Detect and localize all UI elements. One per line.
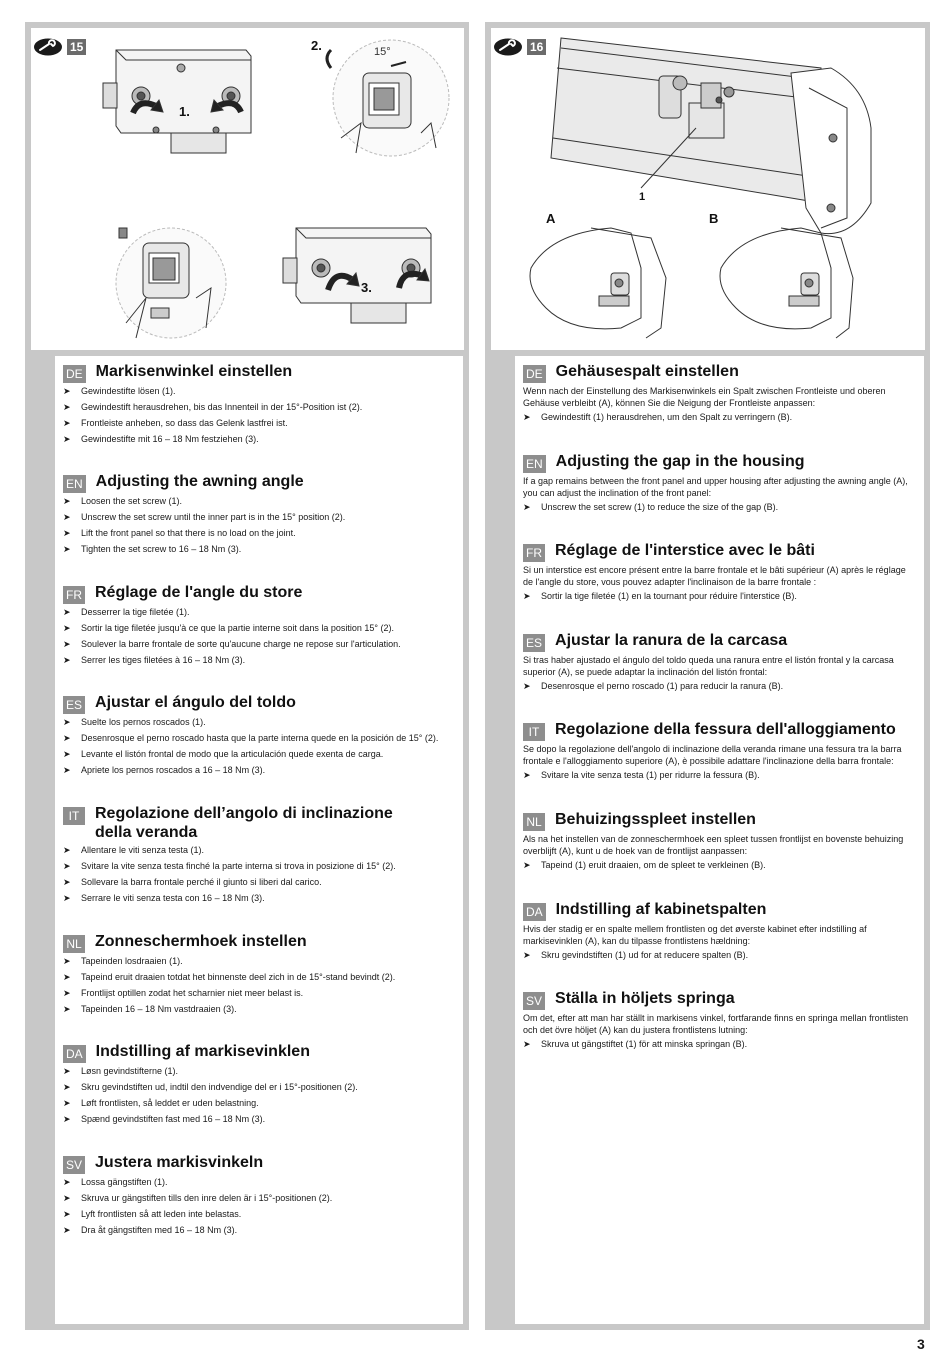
list-item: ➤ Gewindestifte lösen (1). <box>63 386 176 396</box>
list-item: ➤ Løsn gevindstifterne (1). <box>63 1066 179 1076</box>
list-item: ➤ Tapeinden losdraaien (1). <box>63 956 183 966</box>
section-intro: Si tras haber ajustado el ángulo del toldo queda una ranura entre el listón frontal y la carcasa superior (A), se puede adaptar la inclinación del listón frontal: <box>523 655 894 677</box>
callout-1: 1 <box>639 191 646 203</box>
list-item: ➤ Sortir la tige filetée jusqu'à ce que la partie interne soit dans la position 15° (2). <box>63 623 394 633</box>
section-da <box>523 900 915 966</box>
section-sv <box>63 1153 332 1241</box>
section-title: Markisenwinkel einstellen <box>95 363 293 380</box>
section-sv <box>523 989 915 1055</box>
list-item: ➤ Tapeind (1) eruit draaien, om de spleet te verkleinen (B). <box>523 860 766 870</box>
list-item: ➤ Tapeinden 16 – 18 Nm vastdraaien (3). <box>63 1004 237 1014</box>
list-item: ➤ Spænd gevindstiften fast med 16 – 18 Nm (3). <box>63 1114 266 1124</box>
section-da <box>63 1042 358 1130</box>
lang-badge: FR <box>63 586 85 604</box>
list-item: ➤ Desenrosque el perno roscado (1) para reducir la ranura (B). <box>523 681 784 691</box>
section-it <box>63 804 423 909</box>
list-item: ➤ Gewindestift (1) herausdrehen, um den Spalt zu verringern (B). <box>523 412 793 422</box>
section-title: Ajustar la ranura de la carcasa <box>555 632 788 649</box>
arrow-bullet-icon: ➤ <box>63 1066 71 1076</box>
section-de <box>523 362 915 428</box>
lang-badge: EN <box>523 455 546 473</box>
arrow-bullet-icon: ➤ <box>63 972 71 982</box>
arrow-bullet-icon: ➤ <box>63 607 71 617</box>
housing-gap-illustration <box>491 28 925 350</box>
section-title: Réglage de l'interstice avec le bâti <box>555 542 815 559</box>
step-number: 15 <box>67 39 86 55</box>
arrow-bullet-icon: ➤ <box>63 765 71 775</box>
list-item: ➤ Tighten the set screw to 16 – 18 Nm (3). <box>63 544 242 554</box>
section-title: Ajustar el ángulo del toldo <box>95 694 296 711</box>
lang-badge: IT <box>63 807 85 825</box>
arrow-bullet-icon: ➤ <box>63 749 71 759</box>
list-item: ➤ Lift the front panel so that there is no load on the joint. <box>63 528 296 538</box>
list-item: ➤ Suelte los pernos roscados (1). <box>63 717 206 727</box>
list-item: ➤ Soulever la barre frontale de sorte qu'aucune charge ne repose sur l'articulation. <box>63 639 401 649</box>
list-item: ➤ Sortir la tige filetée (1) en la tournant pour réduire l'interstice (B). <box>523 591 797 601</box>
section-title: Gehäusespalt einstellen <box>555 363 739 380</box>
list-item: ➤ Frontleiste anheben, so dass das Gelenk lastfrei ist. <box>63 418 288 428</box>
arrow-bullet-icon: ➤ <box>63 639 71 649</box>
arrow-bullet-icon: ➤ <box>523 1039 531 1049</box>
arrow-bullet-icon: ➤ <box>63 1177 71 1187</box>
lang-badge: ES <box>63 696 85 714</box>
arrow-bullet-icon: ➤ <box>63 845 71 855</box>
list-item: ➤ Svitare la vite senza testa (1) per ridurre la fessura (B). <box>523 770 760 780</box>
arrow-bullet-icon: ➤ <box>63 1225 71 1235</box>
section-de <box>63 362 362 450</box>
arrow-bullet-icon: ➤ <box>523 770 531 780</box>
section-title: Adjusting the gap in the housing <box>555 453 805 470</box>
list-item: ➤ Serrer les tiges filetées à 16 – 18 Nm (3). <box>63 655 246 665</box>
list-item: ➤ Svitare la vite senza testa finché la parte interna si trova in posizione di 15° (2). <box>63 861 396 871</box>
section-intro: Si un interstice est encore présent entre la barre frontale et le bâti supérieur (A) après le réglage de l'angle du store, vous pouvez adapter l'inclinaison de la barre frontale : <box>523 565 906 587</box>
section-nl <box>523 810 915 876</box>
lang-badge: NL <box>63 935 85 953</box>
arrow-bullet-icon: ➤ <box>523 412 531 422</box>
figure-step-15 <box>31 28 464 350</box>
section-en <box>63 472 345 560</box>
label-b: B <box>709 211 719 226</box>
lang-badge: DE <box>523 365 546 383</box>
arrow-bullet-icon: ➤ <box>523 591 531 601</box>
list-item: ➤ Sollevare la barra frontale perché il giunto si liberi dal carico. <box>63 877 322 887</box>
figure-step-16 <box>491 28 925 350</box>
list-item: ➤ Desenrosque el perno roscado hasta que la parte interna quede en la posición de 15° (2). <box>63 733 439 743</box>
arrow-bullet-icon: ➤ <box>63 893 71 903</box>
arrow-bullet-icon: ➤ <box>63 655 71 665</box>
arrow-bullet-icon: ➤ <box>63 544 71 554</box>
callout-2: 2. <box>311 38 322 53</box>
list-item: ➤ Desserrer la tige filetée (1). <box>63 607 190 617</box>
section-title: Justera markisvinkeln <box>95 1154 264 1171</box>
arrow-bullet-icon: ➤ <box>63 861 71 871</box>
arrow-bullet-icon: ➤ <box>63 496 71 506</box>
list-item: ➤ Skruva ur gängstiften tills den inre delen är i 15°-positionen (2). <box>63 1193 333 1203</box>
section-title: Behuizingsspleet instellen <box>555 811 756 828</box>
label-a: A <box>546 211 556 226</box>
section-intro: Om det, efter att man har ställt in markisens vinkel, fortfarande finns en springa mellan frontlisten och det övre höljet (A) kan du justera frontlistens lutning: <box>523 1013 909 1035</box>
arrow-bullet-icon: ➤ <box>63 386 71 396</box>
list-item: ➤ Lossa gängstiften (1). <box>63 1177 168 1187</box>
arrow-bullet-icon: ➤ <box>63 512 71 522</box>
list-item: ➤ Skruva ut gängstiftet (1) för att minska springan (B). <box>523 1039 748 1049</box>
callout-3: 3. <box>361 280 372 295</box>
arrow-bullet-icon: ➤ <box>63 1082 71 1092</box>
list-item: ➤ Unscrew the set screw (1) to reduce the size of the gap (B). <box>523 502 779 512</box>
arrow-bullet-icon: ➤ <box>523 502 531 512</box>
arrow-bullet-icon: ➤ <box>63 402 71 412</box>
angle-label: 15° <box>374 46 391 58</box>
arrow-bullet-icon: ➤ <box>63 528 71 538</box>
section-nl <box>63 932 395 1020</box>
awning-angle-illustration <box>31 28 464 350</box>
right-instructions <box>515 356 924 1324</box>
arrow-bullet-icon: ➤ <box>63 1114 71 1124</box>
list-item: ➤ Gewindestift herausdrehen, bis das Innenteil in der 15°-Position ist (2). <box>63 402 363 412</box>
arrow-bullet-icon: ➤ <box>63 1098 71 1108</box>
arrow-bullet-icon: ➤ <box>63 1004 71 1014</box>
lang-badge: DA <box>523 903 546 921</box>
section-es <box>523 631 915 697</box>
list-item: ➤ Allentare le viti senza testa (1). <box>63 845 205 855</box>
section-es <box>63 693 438 781</box>
section-title: Indstilling af kabinetspalten <box>555 901 767 918</box>
step-number: 16 <box>527 39 546 55</box>
list-item: ➤ Frontlijst optillen zodat het scharnier niet meer belast is. <box>63 988 304 998</box>
callout-1: 1. <box>179 104 190 119</box>
list-item: ➤ Lyft frontlisten så att leden inte belastas. <box>63 1209 242 1219</box>
section-fr <box>523 541 915 607</box>
arrow-bullet-icon: ➤ <box>63 956 71 966</box>
page-number: 3 <box>917 1336 925 1352</box>
right-column <box>485 22 930 1330</box>
lang-badge: DA <box>63 1045 86 1063</box>
left-instructions <box>55 356 463 1324</box>
section-title: Indstilling af markisevinklen <box>95 1043 310 1060</box>
lang-badge: FR <box>523 544 545 562</box>
lang-badge: DE <box>63 365 86 383</box>
section-title: Regolazione dell’angolo di inclinazione della veranda <box>95 805 393 841</box>
arrow-bullet-icon: ➤ <box>523 681 531 691</box>
arrow-bullet-icon: ➤ <box>63 717 71 727</box>
list-item: ➤ Levante el listón frontal de modo que la articulación quede exenta de carga. <box>63 749 384 759</box>
lang-badge: NL <box>523 813 545 831</box>
arrow-bullet-icon: ➤ <box>63 733 71 743</box>
lang-badge: IT <box>523 723 545 741</box>
arrow-bullet-icon: ➤ <box>63 434 71 444</box>
section-title: Zonneschermhoek instellen <box>95 933 307 950</box>
section-it <box>523 720 915 786</box>
list-item: ➤ Dra åt gängstiften med 16 – 18 Nm (3). <box>63 1225 238 1235</box>
left-column <box>25 22 469 1330</box>
list-item: ➤ Løft frontlisten, så leddet er uden belastning. <box>63 1098 259 1108</box>
list-item: ➤ Serrare le viti senza testa con 16 – 18 Nm (3). <box>63 893 265 903</box>
list-item: ➤ Apriete los pernos roscados a 16 – 18 Nm (3). <box>63 765 266 775</box>
arrow-bullet-icon: ➤ <box>63 418 71 428</box>
list-item: ➤ Unscrew the set screw until the inner part is in the 15° position (2). <box>63 512 346 522</box>
arrow-bullet-icon: ➤ <box>63 877 71 887</box>
list-item: ➤ Loosen the set screw (1). <box>63 496 183 506</box>
arrow-bullet-icon: ➤ <box>523 950 531 960</box>
section-en <box>523 452 915 518</box>
section-intro: If a gap remains between the front panel and upper housing after adjusting the awning angle (A), you can adjust the inclination of the front panel: <box>523 476 908 498</box>
arrow-bullet-icon: ➤ <box>63 988 71 998</box>
arrow-bullet-icon: ➤ <box>63 1193 71 1203</box>
section-intro: Hvis der stadig er en spalte mellem frontlisten og det øverste kabinet efter indstilling af markisevinklen (A), kan du tilpasse frontlistens hældning: <box>523 924 867 946</box>
lang-badge: EN <box>63 475 86 493</box>
list-item: ➤ Tapeind eruit draaien totdat het binnenste deel zich in de 15°-stand bevindt (2). <box>63 972 396 982</box>
section-title: Réglage de l'angle du store <box>95 584 303 601</box>
section-title: Ställa in höljets springa <box>555 990 735 1007</box>
section-intro: Als na het instellen van de zonneschermhoek een spleet tussen frontlijst en bovenste behuizing overblijft (A), kunt u de hoek van de frontlijst aanpassen: <box>523 834 904 856</box>
lang-badge: SV <box>63 1156 85 1174</box>
list-item: ➤ Skru gevindstiften (1) ud for at reducere spalten (B). <box>523 950 749 960</box>
list-item: ➤ Gewindestifte mit 16 – 18 Nm festziehen (3). <box>63 434 259 444</box>
arrow-bullet-icon: ➤ <box>523 860 531 870</box>
arrow-bullet-icon: ➤ <box>63 623 71 633</box>
section-intro: Wenn nach der Einstellung des Markisenwinkels ein Spalt zwischen Frontleiste und oberen Gehäuse verbleibt (A), können Sie die Neigung der Frontleiste anpassen: <box>523 386 886 408</box>
arrow-bullet-icon: ➤ <box>63 1209 71 1219</box>
section-title: Adjusting the awning angle <box>95 473 304 490</box>
section-title: Regolazione della fessura dell'alloggiamento <box>555 721 896 738</box>
list-item: ➤ Skru gevindstiften ud, indtil den indvendige del er i 15°-positionen (2). <box>63 1082 358 1092</box>
section-fr <box>63 583 401 671</box>
lang-badge: ES <box>523 634 545 652</box>
lang-badge: SV <box>523 992 545 1010</box>
section-intro: Se dopo la regolazione dell'angolo di inclinazione della veranda rimane una fessura tra la barra frontale e l'alloggiamento superiore (A), è possibile adattare l'inclinazione della barra frontale: <box>523 744 902 766</box>
